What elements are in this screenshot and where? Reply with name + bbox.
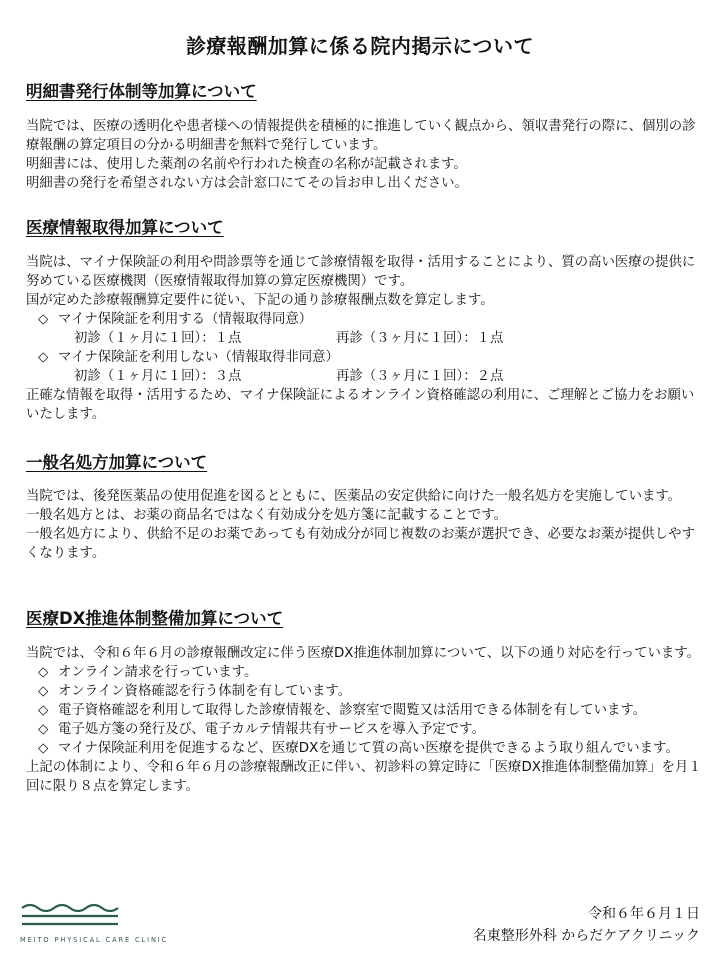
- revisit-fee: 再診（３ヶ月に１回）：１点: [336, 331, 504, 346]
- paragraph: 一般名処方により、供給不足のお薬であっても有効成分が同じ複数のお薬が選択でき、必要なお薬が提供しやすくなります。: [26, 527, 695, 561]
- paragraph: 一般名処方とは、お薬の商品名ではなく有効成分を処方箋に記載することです。: [26, 508, 507, 523]
- section-body-ippanmei: [26, 487, 702, 563]
- logo-text: MEITO PHYSICAL CARE CLINIC: [20, 936, 169, 944]
- paragraph: 正確な情報を取得・活用するため、マイナ保険証によるオンライン資格確認の利用に、ご理解とご協力をお願いいたします。: [26, 388, 695, 422]
- fee-row: [26, 329, 702, 348]
- diamond-icon: ◇: [38, 665, 49, 680]
- first-visit-fee: 初診（１ヶ月に１回）：１点: [74, 331, 242, 346]
- paragraph: 当院では、後発医薬品の使用促進を図るとともに、医薬品の安定供給に向けた一般名処方を実施しています。: [26, 489, 682, 504]
- list-item-label: オンライン請求を行っています。: [58, 665, 258, 680]
- section-heading-ippanmei: 一般名処方加算について: [26, 453, 208, 472]
- list-item: [26, 720, 702, 739]
- notice-date: 令和６年６月１日: [588, 906, 700, 922]
- diamond-icon: ◇: [38, 350, 49, 365]
- list-item: [26, 739, 702, 758]
- paragraph: 明細書には、使用した薬剤の名前や行われた検査の名称が記載されます。: [26, 157, 467, 172]
- section-heading-meisaisho: 明細書発行体制等加算について: [26, 82, 257, 101]
- list-item-label: 電子処方箋の発行及び、電子カルテ情報共有サービスを導入予定です。: [58, 722, 485, 737]
- list-item-label: マイナ保険証を利用しない（情報取得非同意）: [58, 350, 339, 365]
- list-item-label: 電子資格確認を利用して取得した診療情報を、診察室で閲覧又は活用できる体制を有しています。: [58, 703, 647, 718]
- fee-row: [26, 367, 702, 386]
- list-item: [26, 310, 702, 329]
- list-item-label: マイナ保険証利用を促進するなど、医療DXを通じて質の高い医療を提供できるよう取り組んでいます。: [58, 741, 679, 756]
- paragraph: 国が定めた診療報酬算定要件に従い、下記の通り診療報酬点数を算定します。: [26, 293, 494, 308]
- diamond-icon: ◇: [38, 684, 49, 699]
- list-item-label: マイナ保険証を利用する（情報取得同意）: [58, 312, 313, 327]
- first-visit-fee: 初診（１ヶ月に１回）：３点: [74, 369, 242, 384]
- list-item: [26, 663, 702, 682]
- diamond-icon: ◇: [38, 741, 49, 756]
- paragraph: 当院では、医療の透明化や患者様への情報提供を積極的に推進していく観点から、領収書発行の際に、個別の診療報酬の算定項目の分かる明細書を無料で発行しています。: [26, 119, 696, 153]
- diamond-icon: ◇: [38, 312, 49, 327]
- paragraph: 明細書の発行を希望されない方は会計窓口にてその旨お申し出ください。: [26, 176, 468, 191]
- list-item: [26, 682, 702, 701]
- paragraph: 当院は、マイナ保険証の利用や問診票等を通じて診療情報を取得・活用することにより、質の高い医療の提供に努めている医療機関（医療情報取得加算の算定医療機関）です。: [26, 255, 696, 289]
- section-heading-iryo-dx: 医療DX推進体制整備加算について: [26, 609, 284, 628]
- revisit-fee: 再診（３ヶ月に１回）：２点: [336, 369, 504, 384]
- paragraph: 上記の体制により、令和６年６月の診療報酬改正に伴い、初診料の算定時に「医療DX推進体制整備加算」を月１回に限り８点を算定します。: [26, 760, 702, 794]
- section-body-iryo-dx: [26, 644, 702, 796]
- diamond-icon: ◇: [38, 703, 49, 718]
- section-body-iryo-joho: [26, 253, 702, 424]
- list-item-label: オンライン資格確認を行う体制を有しています。: [58, 684, 352, 699]
- section-body-meisaisho: [26, 117, 702, 193]
- list-item: [26, 348, 702, 367]
- paragraph: 当院では、令和６年６月の診療報酬改定に伴う医療DX推進体制加算について、以下の通り対応を行っています。: [26, 646, 701, 661]
- diamond-icon: ◇: [38, 722, 49, 737]
- clinic-name: 名東整形外科 からだケアクリニック: [472, 928, 700, 944]
- page-title: 診療報酬加算に係る院内掲示について: [185, 34, 535, 58]
- section-heading-iryo-joho: 医療情報取得加算について: [26, 218, 224, 237]
- list-item: [26, 701, 702, 720]
